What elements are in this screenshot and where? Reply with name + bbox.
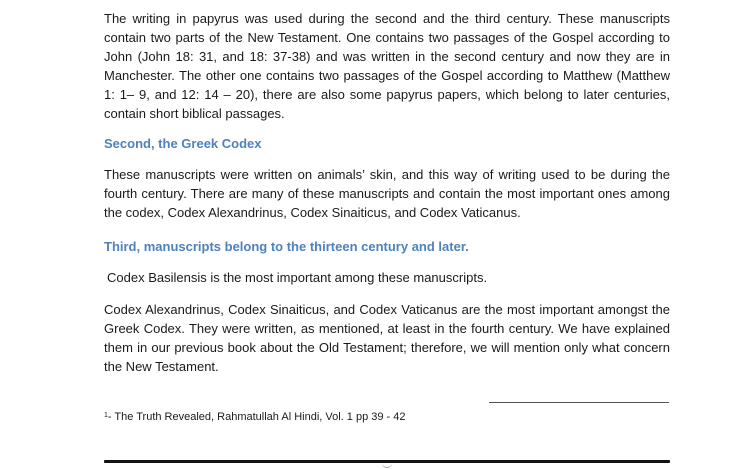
page-bottom-border bbox=[104, 460, 670, 463]
paragraph-important-codices: Codex Alexandrinus, Codex Sinaiticus, and Codex Vaticanus are the most important amongst the Greek Codex. They were written, as mentioned, at least in the fourth century. We have explained them in our previous book about the Old Testament; therefore, we will mention only what concern the New Testament. bbox=[104, 302, 670, 374]
paragraph-greek-codex: These manuscripts were written on animals’ skin, and this way of writing used to be during the fourth century. There are many of these manuscripts and contain the most important ones among the codex, Codex Alexandrinus, Codex Sinaiticus, and Codex Vaticanus. bbox=[104, 167, 670, 220]
footnote-marker: 1 bbox=[104, 412, 108, 419]
footnote-text: - The Truth Revealed, Rahmatullah Al Hindi, Vol. 1 pp 39 - 42 bbox=[107, 411, 406, 423]
footnote bbox=[104, 410, 406, 424]
paragraph-codex-basilensis: Codex Basilensis is the most important among these manuscripts. bbox=[107, 270, 488, 285]
heading-thirteenth-century: Third, manuscripts belong to the thirteen century and later. bbox=[104, 239, 469, 254]
paragraph-papyrus: The writing in papyrus was used during the second and the third century. These manuscripts contain two parts of the New Testament. One contains two passages of the Gospel according to John (John 18: 31, and 18: 37-38) and was written in the second century and now they are in Manchester. The other one contains two passages of the Gospel according to Matthew (Matthew 1: 1– 9, and 12: 14 – 20), there are also some papyrus papers, which belong to later centuries, contain short biblical passages. bbox=[104, 11, 670, 121]
footnote-separator bbox=[489, 402, 669, 403]
heading-greek-codex: Second, the Greek Codex bbox=[104, 136, 262, 151]
